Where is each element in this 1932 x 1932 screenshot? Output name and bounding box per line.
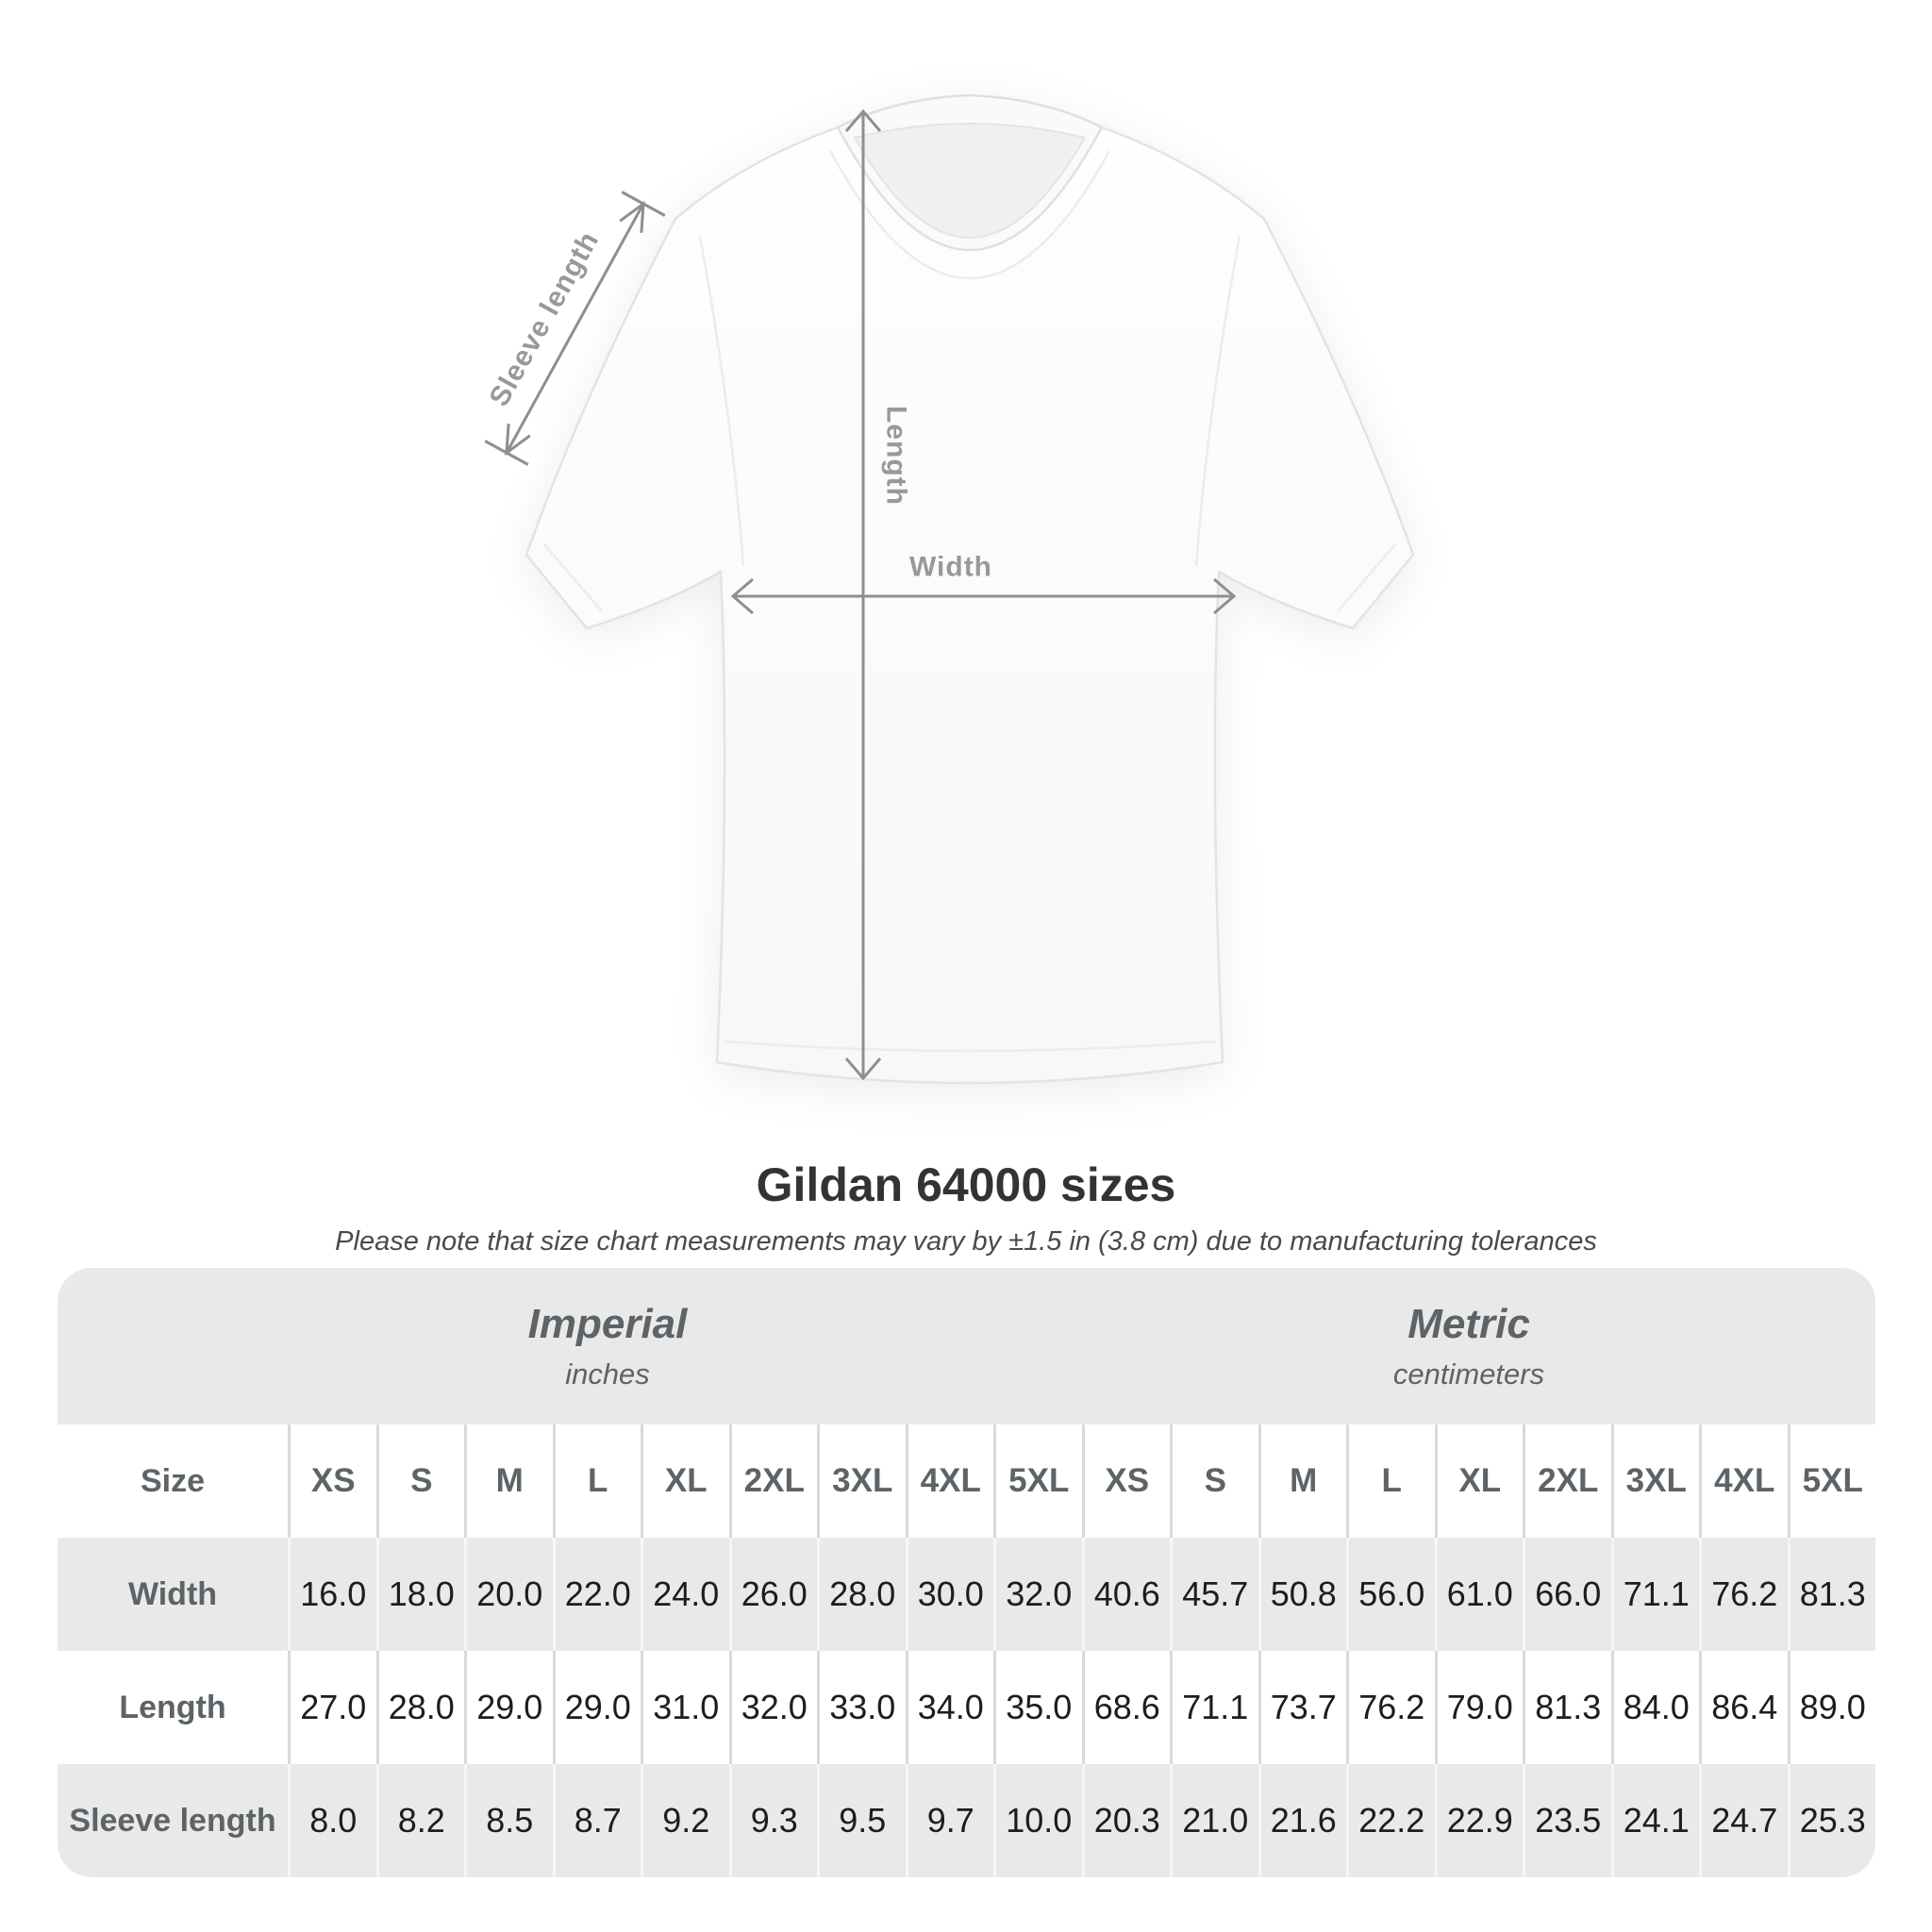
size-col-header: M: [1258, 1424, 1347, 1538]
cell-value: 81.3: [1788, 1538, 1876, 1651]
row-label: Width: [127, 1575, 218, 1612]
size-col-header: 5XL: [993, 1424, 1082, 1538]
cell-value: 22.2: [1346, 1764, 1435, 1877]
cell-value: 76.2: [1346, 1651, 1435, 1764]
size-col-header: 3XL: [1611, 1424, 1700, 1538]
size-col-header: XS: [288, 1424, 376, 1538]
cell-value: 61.0: [1435, 1538, 1524, 1651]
size-col-header: L: [553, 1424, 641, 1538]
size-col-header: 2XL: [729, 1424, 818, 1538]
cell-value: 29.0: [464, 1651, 553, 1764]
cell-value: 24.7: [1699, 1764, 1788, 1877]
cell-value: 86.4: [1699, 1651, 1788, 1764]
cell-value: 26.0: [729, 1538, 818, 1651]
cell-value: 28.0: [376, 1651, 465, 1764]
page-title: Gildan 64000 sizes: [756, 1158, 1176, 1211]
cell-value: 9.5: [817, 1764, 906, 1877]
cell-value: 20.0: [464, 1538, 553, 1651]
size-corner-label: Size: [140, 1462, 206, 1499]
size-col-header: 4XL: [906, 1424, 994, 1538]
cell-value: 73.7: [1258, 1651, 1347, 1764]
cell-value: 22.9: [1435, 1764, 1524, 1877]
cell-value: 8.2: [376, 1764, 465, 1877]
cell-value: 89.0: [1788, 1651, 1876, 1764]
cell-value: 16.0: [288, 1538, 376, 1651]
imperial-unit-label: inches: [565, 1357, 650, 1391]
size-col-header: L: [1346, 1424, 1435, 1538]
size-col-header: S: [376, 1424, 465, 1538]
size-col-header: 5XL: [1788, 1424, 1876, 1538]
cell-value: 20.3: [1082, 1764, 1171, 1877]
cell-value: 10.0: [993, 1764, 1082, 1877]
table-row: [58, 1538, 1875, 1651]
cell-value: 9.3: [729, 1764, 818, 1877]
size-col-header: S: [1170, 1424, 1258, 1538]
cell-value: 32.0: [993, 1538, 1082, 1651]
size-col-header: 2XL: [1523, 1424, 1611, 1538]
cell-value: 27.0: [288, 1651, 376, 1764]
size-col-header: 3XL: [817, 1424, 906, 1538]
cell-value: 29.0: [553, 1651, 641, 1764]
cell-value: 84.0: [1611, 1651, 1700, 1764]
cell-value: 71.1: [1611, 1538, 1700, 1651]
cell-value: 22.0: [553, 1538, 641, 1651]
size-table-grid: [58, 1424, 1875, 1877]
sleeve-length-label: Sleeve length: [483, 225, 606, 412]
cell-value: 79.0: [1435, 1651, 1524, 1764]
cell-value: 8.7: [553, 1764, 641, 1877]
cell-value: 28.0: [817, 1538, 906, 1651]
cell-value: 31.0: [641, 1651, 729, 1764]
cell-value: 23.5: [1523, 1764, 1611, 1877]
size-col-header: 4XL: [1699, 1424, 1788, 1538]
cell-value: 76.2: [1699, 1538, 1788, 1651]
cell-value: 24.1: [1611, 1764, 1700, 1877]
metric-unit-header: [1393, 1301, 1544, 1391]
cell-value: 56.0: [1346, 1538, 1435, 1651]
cell-value: 66.0: [1523, 1538, 1611, 1651]
tolerance-note: Please note that size chart measurements may vary by ±1.5 in (3.8 cm) due to manufacturing tolerances: [335, 1226, 1597, 1257]
cell-value: 18.0: [376, 1538, 465, 1651]
size-col-header: XL: [641, 1424, 729, 1538]
cell-value: 25.3: [1788, 1764, 1876, 1877]
cell-value: 45.7: [1170, 1538, 1258, 1651]
cell-value: 68.6: [1082, 1651, 1171, 1764]
cell-value: 33.0: [817, 1651, 906, 1764]
cell-value: 34.0: [906, 1651, 994, 1764]
size-col-header: XS: [1082, 1424, 1171, 1538]
width-label: Width: [908, 551, 993, 583]
cell-value: 50.8: [1258, 1538, 1347, 1651]
metric-title: Metric: [1407, 1301, 1530, 1347]
row-label: Length: [119, 1689, 226, 1725]
cell-value: 9.7: [906, 1764, 994, 1877]
cell-value: 71.1: [1170, 1651, 1258, 1764]
cell-value: 24.0: [641, 1538, 729, 1651]
cell-value: 30.0: [906, 1538, 994, 1651]
cell-value: 8.0: [288, 1764, 376, 1877]
cell-value: 81.3: [1523, 1651, 1611, 1764]
table-row: [58, 1651, 1875, 1764]
size-col-header: XL: [1435, 1424, 1524, 1538]
cell-value: 21.0: [1170, 1764, 1258, 1877]
unit-header-band: [58, 1268, 1875, 1424]
cell-value: 21.6: [1258, 1764, 1347, 1877]
row-label: Sleeve length: [69, 1802, 276, 1839]
size-chart-table: [58, 1268, 1875, 1877]
cell-value: 35.0: [993, 1651, 1082, 1764]
metric-unit-label: centimeters: [1392, 1357, 1545, 1391]
cell-value: 8.5: [464, 1764, 553, 1877]
cell-value: 32.0: [729, 1651, 818, 1764]
tshirt-illustration: [526, 95, 1413, 1083]
imperial-title: Imperial: [527, 1301, 688, 1347]
cell-value: 9.2: [641, 1764, 729, 1877]
imperial-unit-header: [528, 1301, 688, 1391]
size-col-header: M: [464, 1424, 553, 1538]
table-row: [58, 1424, 1875, 1538]
table-row: [58, 1764, 1875, 1877]
cell-value: 40.6: [1082, 1538, 1171, 1651]
length-label: Length: [880, 406, 912, 506]
